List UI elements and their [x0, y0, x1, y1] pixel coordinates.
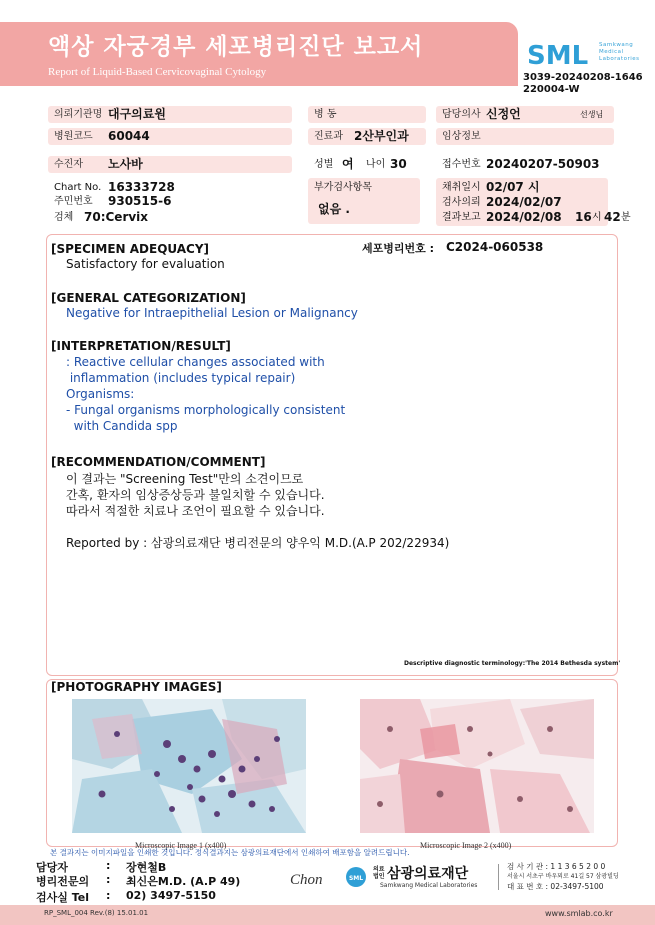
interpretation-line-4: - Fungal organisms morphologically consistent	[66, 403, 346, 417]
reported-label: 결과보고	[442, 212, 481, 223]
tel-label: 검사실 Tel	[36, 891, 89, 904]
general-heading: [GENERAL CATEGORIZATION]	[51, 291, 246, 305]
terminology-note: Descriptive diagnostic terminology:'The 2014 Bethesda system'	[404, 660, 621, 667]
doctor-suffix: 선생님	[580, 110, 604, 119]
tel-colon: :	[106, 889, 111, 902]
institution-value: 대구의료원	[108, 107, 166, 121]
recommendation-line-3: 따라서 적절한 치료나 조언이 필요할 수 있습니다.	[66, 504, 325, 518]
interpretation-line-2: inflammation (includes typical repair)	[66, 371, 296, 385]
rrn-value: 930515-6	[108, 194, 172, 208]
tel-value: 02) 3497-5150	[126, 889, 216, 902]
footer-divider	[498, 864, 499, 890]
reported-date: 2024/02/08	[486, 210, 562, 224]
foundation-prefix-1: 의료	[373, 866, 385, 873]
doctor-label: 담당의사	[436, 106, 614, 123]
adequacy-text: Satisfactory for evaluation	[66, 257, 225, 271]
additional-value: 없음 .	[318, 202, 350, 216]
cytology-number-label: 세포병리번호 :	[362, 242, 434, 255]
report-title: 액상 자궁경부 세포병리진단 보고서	[48, 34, 424, 60]
manager-label: 담당자	[36, 861, 68, 874]
dept-label: 진료과	[308, 128, 426, 145]
collected-label: 채취일시	[442, 182, 481, 193]
additional-label: 부가검사항목	[314, 182, 372, 193]
pathologist-value: 최신은M.D. (A.P 49)	[126, 875, 241, 888]
microscopic-image-1	[72, 699, 306, 833]
manager-colon: :	[106, 859, 111, 872]
image-2-caption: Microscopic Image 2 (x400)	[420, 841, 512, 850]
chart-label: Chart No.	[54, 182, 102, 193]
recommendation-line-2: 간혹, 환자의 임상증상등과 불일치할 수 있습니다.	[66, 488, 325, 502]
reported-hour-unit: 시	[592, 212, 602, 223]
doctor-value: 신정언	[486, 107, 521, 121]
interpretation-line-5: with Candida spp	[66, 419, 178, 433]
reported-by: Reported by : 삼광의료재단 병리전문의 양우익 M.D.(A.P 202/22934)	[66, 536, 450, 550]
pathologist-colon: :	[106, 873, 111, 886]
reported-minute: 42	[604, 210, 621, 224]
org-line-3: 대 표 번 호 : 02-3497-5100	[507, 882, 604, 891]
sml-logo	[527, 40, 597, 68]
adequacy-heading: [SPECIMEN ADEQUACY]	[51, 242, 210, 256]
doc-no-line1: 3039-20240208-1646	[523, 72, 643, 83]
manager-value: 장현철B	[126, 861, 167, 874]
patient-value: 노사바	[108, 157, 143, 171]
print-notice: 본 결과지는 이미지파일을 인쇄한 것입니다. 정식결과지는 삼광의료재단에서 인쇄하여 배포함을 알려드립니다.	[50, 848, 410, 857]
reported-minute-unit: 분	[621, 212, 631, 223]
org-line-1: 검 사 기 관 : 1 1 3 6 5 2 0 0	[507, 862, 606, 871]
foundation-prefix	[373, 866, 385, 880]
reported-hour: 16	[575, 210, 592, 224]
collected-value: 02/07 시	[486, 180, 540, 194]
report-subtitle: Report of Liquid-Based Cervicovaginal Cytology	[48, 66, 267, 78]
institution-label: 의뢰기관명	[48, 106, 292, 123]
reception-label: 접수번호	[442, 159, 481, 170]
logo-subtitle	[599, 42, 639, 63]
photography-heading: [PHOTOGRAPHY IMAGES]	[51, 680, 222, 694]
sex-value: 여	[342, 157, 354, 171]
sex-label: 성별	[314, 159, 334, 170]
foundation-name-en: Samkwang Medical Laboratories	[380, 882, 478, 889]
age-value: 30	[390, 157, 407, 171]
rrn-label: 주민번호	[54, 196, 93, 207]
logo-text: SML	[527, 41, 589, 68]
website-link[interactable]: www.smlab.co.kr	[545, 909, 613, 918]
foundation-prefix-2: 법인	[373, 873, 385, 880]
specimen-label: 검체	[54, 212, 74, 223]
age-label: 나이	[366, 159, 386, 170]
pathologist-label: 병리전문의	[36, 875, 90, 888]
signature: Chon	[290, 872, 323, 888]
foundation-logo-icon	[345, 866, 367, 888]
chart-value: 16333728	[108, 180, 175, 194]
logo-sub-3: Laboratories	[599, 56, 640, 62]
microscopic-image-2	[360, 699, 594, 833]
requested-label: 검사의뢰	[442, 197, 481, 208]
requested-value: 2024/02/07	[486, 195, 562, 209]
general-text: Negative for Intraepithelial Lesion or Malignancy	[66, 306, 358, 320]
document-number	[523, 72, 643, 96]
hospital-code-label: 병원코드	[48, 128, 292, 145]
form-code: RP_SML_004 Rev.(8) 15.01.01	[44, 909, 149, 917]
recommendation-line-1: 이 결과는 "Screening Test"만의 소견이므로	[66, 472, 304, 486]
hospital-code-value: 60044	[108, 129, 150, 143]
specimen-value: 70:Cervix	[84, 210, 149, 224]
cytology-number: C2024-060538	[446, 240, 544, 254]
interpretation-line-1: : Reactive cellular changes associated with	[66, 355, 325, 369]
logo-sub-1: Samkwang	[599, 42, 634, 48]
recommendation-heading: [RECOMMENDATION/COMMENT]	[51, 455, 266, 469]
dept-value: 2산부인과	[354, 129, 409, 143]
organization-info	[507, 862, 619, 892]
svg-text:SML: SML	[348, 875, 364, 882]
org-line-2: 서울시 서초구 바우뫼로 41길 57 삼광빌딩	[507, 873, 619, 880]
foundation-name: 삼광의료재단	[387, 866, 469, 882]
clinical-label: 임상정보	[436, 128, 614, 145]
patient-label: 수진자	[48, 156, 292, 173]
image-1-caption: Microscopic Image 1 (x400)	[135, 841, 227, 850]
doc-no-line2: 220004-W	[523, 84, 580, 95]
reception-value: 20240207-50903	[486, 157, 600, 171]
ward-label: 병 동	[308, 106, 426, 123]
logo-sub-2: Medical	[599, 49, 624, 55]
interpretation-line-3: Organisms:	[66, 387, 135, 401]
interpretation-heading: [INTERPRETATION/RESULT]	[51, 339, 231, 353]
